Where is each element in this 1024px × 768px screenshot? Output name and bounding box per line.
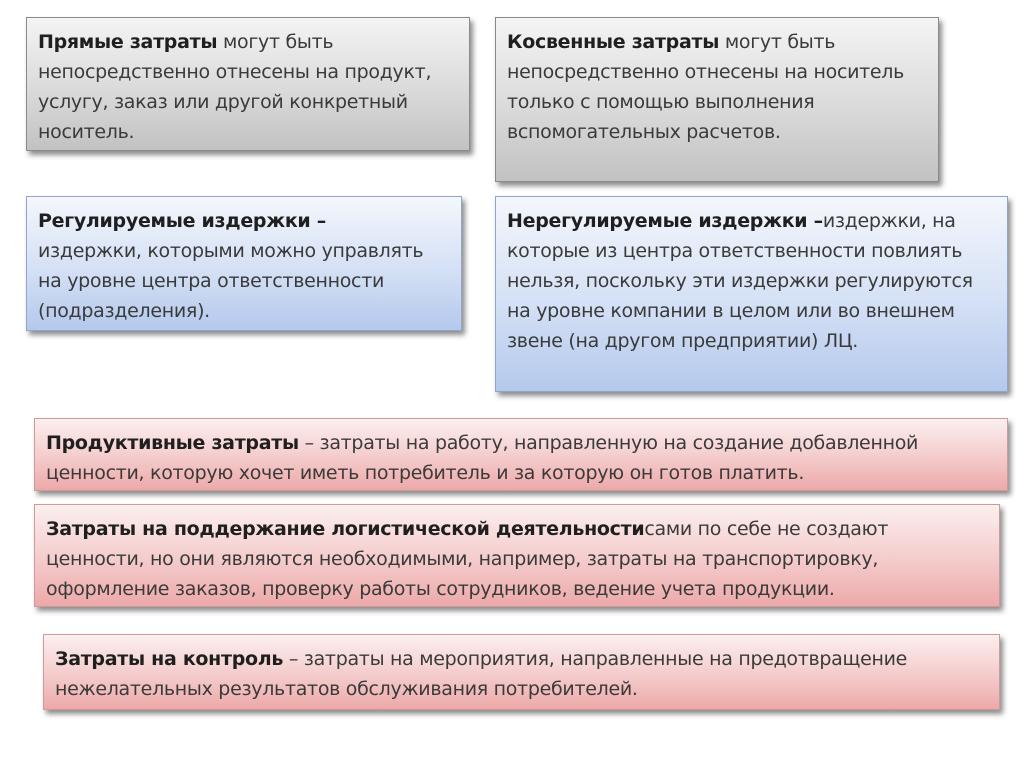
indirect-costs-box xyxy=(495,17,939,182)
control-costs-text: – затраты на мероприятия, направленные на предотвращение нежелательных результатов обслуживания потребителей. xyxy=(55,648,908,700)
logistics-costs-term: Затраты на поддержание логистической деятельности xyxy=(46,518,645,540)
productive-costs-box xyxy=(34,418,1008,491)
unregulated-costs-box xyxy=(495,196,1008,392)
indirect-costs-text: могут быть непосредственно отнесены на носитель только с помощью выполнения вспомогательных расчетов. xyxy=(507,31,905,143)
direct-costs-box xyxy=(26,17,470,151)
unregulated-costs-term: Нерегулируемые издержки – xyxy=(507,210,823,232)
direct-costs-term: Прямые затраты xyxy=(38,31,218,53)
indirect-costs-term: Косвенные затраты xyxy=(507,31,720,53)
regulated-costs-term: Регулируемые издержки – xyxy=(38,210,326,232)
regulated-costs-text: издержки, которыми можно управлять на уровне центра ответственности (подразделения). xyxy=(38,240,424,322)
control-costs-term: Затраты на контроль xyxy=(55,648,284,670)
control-costs-box xyxy=(43,634,1000,710)
direct-costs-text: могут быть непосредственно отнесены на продукт, услугу, заказ или другой конкретный носитель. xyxy=(38,31,432,143)
logistics-costs-text: сами по себе не создают ценности, но они являются необходимыми, например, затраты на транспортировку, оформление заказов, проверку работы сотрудников, ведение учета продукции. xyxy=(46,518,889,600)
unregulated-costs-text: издержки, на которые из центра ответственности повлиять нельзя, поскольку эти издержки регулируются на уровне компании в целом или во внешнем звене (на другом предприятии) ЛЦ. xyxy=(507,210,973,352)
logistics-costs-box xyxy=(34,504,1000,607)
regulated-costs-box xyxy=(26,196,462,331)
productive-costs-term: Продуктивные затраты xyxy=(46,432,299,454)
productive-costs-text: – затраты на работу, направленную на создание добавленной ценности, которую хочет иметь потребитель и за которую он готов платить. xyxy=(46,432,919,484)
